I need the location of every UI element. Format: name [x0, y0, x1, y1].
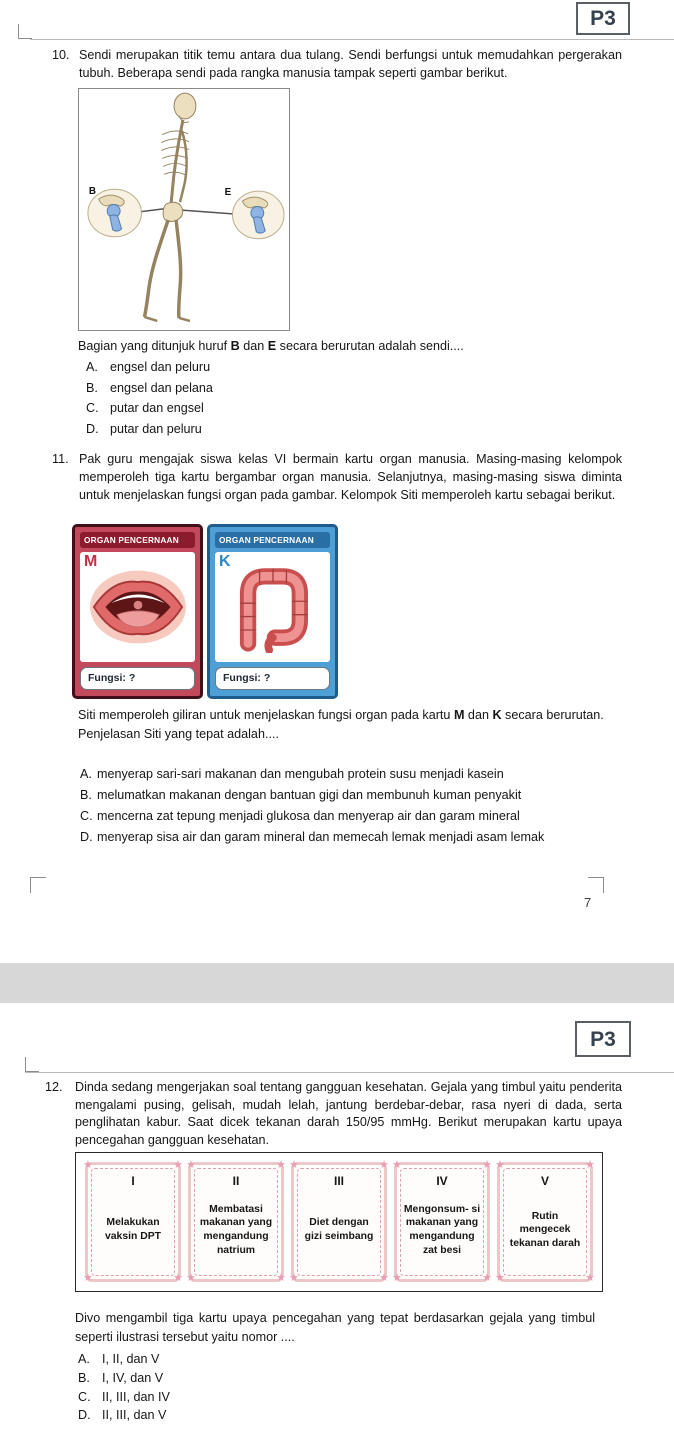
crop-mark-page2-top-left	[25, 1057, 39, 1072]
option-letter: A.	[80, 767, 92, 781]
option-text: I, IV, dan V	[102, 1370, 164, 1385]
card-numeral: V	[540, 1174, 549, 1188]
question-11-followup-m: M	[453, 708, 465, 722]
organ-card-title: ORGAN PENCERNAAN	[80, 532, 195, 548]
crop-mark-bottom-left	[30, 877, 46, 893]
option-text: II, III, dan V	[102, 1408, 167, 1423]
option-letter: B.	[78, 1370, 90, 1385]
star-icon: ★	[585, 1272, 595, 1284]
large-intestine-illustration	[219, 561, 327, 653]
option-row	[80, 827, 620, 848]
option-letter: D.	[86, 421, 99, 436]
option-row	[86, 378, 586, 399]
organ-card-letter-m: M	[84, 553, 98, 570]
star-icon: ★	[392, 1159, 402, 1171]
organ-card-k	[207, 524, 338, 699]
question-11-followup-mid: dan	[464, 708, 493, 722]
star-icon: ★	[392, 1272, 402, 1284]
card-text: Diet dengan gizi seimbang	[304, 1217, 374, 1242]
option-letter: D.	[80, 830, 93, 844]
option-text: putar dan engsel	[110, 401, 204, 415]
option-row	[78, 1350, 478, 1369]
question-12-intro: Dinda sedang mengerjakan soal tentang gangguan kesehatan. Gejala yang timbul yaitu penderita mengalami pusing, gelisah, mudah lelah, jantung berdebar-debar, rasa nyeri di dada, serta penglihatan kabur. Saat dicek tekanan darah 150/95 mmHg. Berikut merupakan kartu upaya pencegahan gangguan kesehatan.	[75, 1080, 622, 1147]
option-row	[86, 357, 586, 378]
question-11-paragraph	[52, 450, 622, 504]
option-text: mencerna zat tepung menjadi glukosa dan menyerap air dan garam mineral	[97, 809, 520, 823]
prevention-card-2	[186, 1159, 286, 1284]
question-12-paragraph	[45, 1079, 622, 1149]
star-icon: ★	[186, 1159, 196, 1171]
option-letter: C.	[86, 401, 99, 415]
option-letter: A.	[86, 360, 98, 374]
option-row	[80, 785, 620, 806]
question-11-number: 11.	[52, 452, 69, 466]
option-text: II, III, dan IV	[102, 1389, 170, 1404]
star-icon: ★	[173, 1159, 183, 1171]
card-text: Melakukan vaksin DPT	[104, 1217, 162, 1242]
question-11-intro: Pak guru mengajak siswa kelas VI bermain kartu organ manusia. Masing-masing kelompok memperoleh tiga kartu bergambar organ manusia. Selanjutnya, masing-masing siswa diminta untuk menjelaskan fungsi organ pada gambar. Kelompok Siti memperoleh kartu sebagai berikut.	[79, 452, 622, 502]
page2-corner-label	[575, 1021, 631, 1057]
organ-cards-row	[72, 524, 338, 699]
option-letter: B.	[80, 788, 92, 802]
option-text: putar dan peluru	[110, 421, 202, 436]
option-letter: C.	[80, 809, 93, 823]
skeleton-figure	[78, 88, 290, 331]
page1-corner-label-text: P3	[590, 7, 616, 30]
organ-card-letter-k: K	[219, 553, 231, 570]
star-icon: ★	[276, 1159, 286, 1171]
question-10-stem-mid: dan	[239, 339, 268, 353]
option-row	[80, 764, 620, 785]
question-11-followup-pre: Siti memperoleh giliran untuk menjelaskan fungsi organ pada kartu	[78, 708, 454, 722]
option-text: engsel dan peluru	[110, 360, 211, 374]
card-text: Membatasi makanan yang mengandung natrium	[199, 1203, 273, 1256]
star-icon: ★	[495, 1159, 505, 1171]
star-icon: ★	[495, 1272, 505, 1284]
option-text: I, II, dan V	[102, 1352, 160, 1366]
star-icon: ★	[276, 1272, 286, 1284]
crop-mark-top-left	[18, 24, 32, 39]
organ-card-fungsi: Fungsi: ?	[80, 667, 195, 690]
option-letter: B.	[86, 380, 98, 395]
option-row	[78, 1388, 478, 1407]
option-row	[78, 1369, 478, 1388]
question-10-stem-b: B	[230, 339, 240, 353]
question-12-number: 12.	[45, 1080, 63, 1094]
option-row	[80, 806, 620, 827]
star-icon: ★	[83, 1159, 93, 1171]
option-text: melumatkan makanan dengan bantuan gigi dan membunuh kuman penyakit	[97, 788, 522, 802]
card-text: Rutin mengecek tekanan darah	[509, 1210, 581, 1249]
option-row	[78, 1406, 478, 1425]
question-10-intro: Sendi merupakan titik temu antara dua tulang. Sendi berfungsi untuk memudahkan pergerakan tubuh. Beberapa sendi pada rangka manusia tampak seperti gambar berikut.	[79, 48, 622, 80]
question-11-prompt: Penjelasan Siti yang tepat adalah....	[78, 727, 279, 741]
crop-mark-bottom-right	[588, 877, 604, 893]
question-10-number: 10.	[52, 48, 70, 62]
card-numeral: I	[131, 1174, 135, 1188]
star-icon: ★	[482, 1159, 492, 1171]
option-letter: D.	[78, 1408, 91, 1423]
card-numeral: IV	[436, 1174, 448, 1188]
organ-card-image	[215, 552, 330, 662]
prevention-card-1	[83, 1159, 183, 1284]
page-separator	[0, 963, 674, 1003]
figure-label-b: B	[88, 186, 97, 198]
card-text: Mengonsum- si makanan yang mengandung zat besi	[403, 1203, 481, 1256]
prevention-cards-box	[75, 1152, 603, 1292]
star-icon: ★	[379, 1272, 389, 1284]
question-10-stem-e: E	[267, 339, 277, 353]
prevention-card-4	[392, 1159, 492, 1284]
star-icon: ★	[289, 1159, 299, 1171]
question-12-options	[78, 1350, 478, 1425]
option-letter: A.	[78, 1352, 90, 1366]
question-10-stem-pre: Bagian yang ditunjuk huruf	[78, 339, 231, 353]
option-text: menyerap sisa air dan garam mineral dan memecah lemak menjadi asam lemak	[97, 830, 545, 844]
card-numeral: II	[232, 1174, 240, 1188]
joint-callout-e	[233, 191, 285, 239]
question-11-followup	[78, 706, 618, 744]
page2-corner-label-text: P3	[590, 1028, 616, 1051]
option-row	[86, 419, 586, 440]
star-icon: ★	[83, 1272, 93, 1284]
star-icon: ★	[482, 1272, 492, 1284]
option-text: engsel dan pelana	[110, 380, 213, 395]
page1-header-rule	[30, 39, 674, 40]
star-icon: ★	[585, 1159, 595, 1171]
organ-card-m	[72, 524, 203, 699]
mouth-illustration	[84, 561, 192, 653]
question-11-followup-post: secara berurutan.	[501, 708, 604, 722]
prevention-card-3	[289, 1159, 389, 1284]
page2-header-rule	[25, 1072, 674, 1073]
prevention-card-5	[495, 1159, 595, 1284]
question-11-followup-k: K	[492, 708, 502, 722]
question-12-followup: Divo mengambil tiga kartu upaya pencegahan yang tepat berdasarkan gejala yang timbul seperti ilustrasi tersebut yaitu nomor ....	[75, 1311, 595, 1344]
question-11-options	[80, 764, 620, 848]
star-icon: ★	[186, 1272, 196, 1284]
star-icon: ★	[379, 1159, 389, 1171]
organ-card-title: ORGAN PENCERNAAN	[215, 532, 330, 548]
star-icon: ★	[289, 1272, 299, 1284]
card-numeral: III	[333, 1174, 344, 1188]
question-10-paragraph	[52, 46, 622, 82]
option-row	[86, 398, 586, 419]
skeleton-illustration	[79, 89, 289, 330]
organ-card-fungsi: Fungsi: ?	[215, 667, 330, 690]
organ-card-image	[80, 552, 195, 662]
figure-label-e: E	[224, 187, 232, 199]
option-text: menyerap sari-sari makanan dan mengubah protein susu menjadi kasein	[97, 767, 504, 781]
question-10-stem	[78, 337, 622, 355]
question-10-stem-post: secara berurutan adalah sendi....	[276, 339, 464, 353]
option-letter: C.	[78, 1389, 91, 1404]
star-icon: ★	[173, 1272, 183, 1284]
question-10-options	[86, 357, 586, 439]
page1-corner-label	[576, 2, 630, 35]
page-number: 7	[584, 895, 592, 910]
